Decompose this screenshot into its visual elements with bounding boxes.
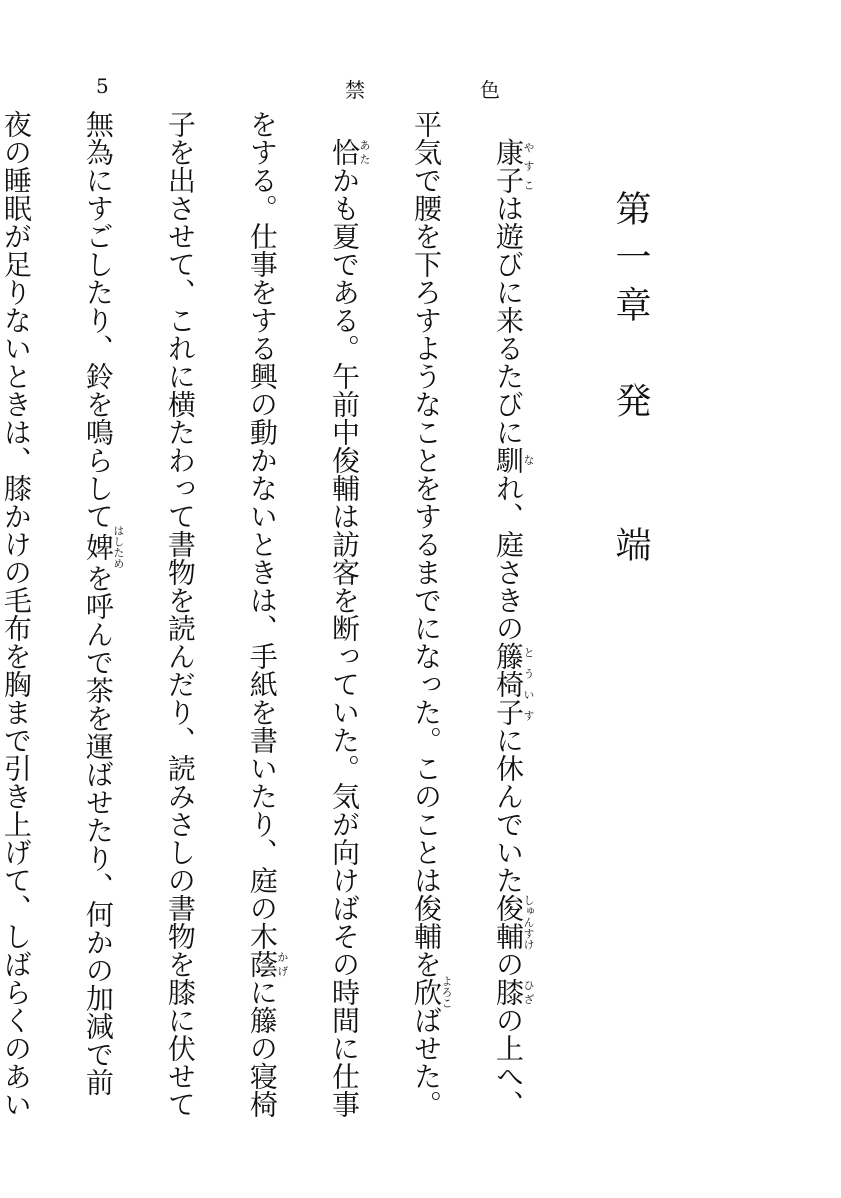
- body-text: [0, 110, 549, 1120]
- ruby-annotated-word: 蔭かげ: [245, 950, 289, 978]
- paragraph-2: 恰あたかも夏である。午前中俊輔は訪客を断っていた。気が向けばその時間に仕事をする。仕事をする興の動かないときは、手紙を書いたり、庭の木蔭かげに籐の寝椅子を出させて、これに横たわって書物を読んだり、読みさしの書物を膝に伏せて無為にすごしたり、鈴を鳴らして婢はしためを呼んで茶を運ばせたり、何かの加減で前夜の睡眠が足りないときは、膝かけの毛布を胸まで引き上げて、しばらくのあい: [0, 110, 371, 1118]
- paragraph-1: 康子やすこは遊びに来るたびに馴なれ、庭さきの籐椅子とういすに休んでいた俊輔しゅんすけの膝ひざの上へ、平気で腰を下ろすようなことをするまでになった。このことは俊輔を欣よろこばせた。: [409, 110, 535, 1118]
- ruby-annotated-word: 馴な: [492, 446, 535, 474]
- page-number: 5: [96, 74, 109, 98]
- ruby-annotated-word: 籐椅子とういす: [492, 642, 535, 726]
- ruby-annotated-word: 恰あた: [327, 138, 371, 166]
- ruby-annotated-word: 膝ひざ: [492, 978, 535, 1006]
- running-header-shiki: 色: [480, 78, 500, 102]
- ruby-annotated-word: 俊輔しゅんすけ: [492, 894, 535, 950]
- running-header-kin: 禁: [345, 78, 365, 102]
- chapter-title: 第一章 発 端: [610, 190, 651, 574]
- ruby-annotated-word: 欣よろこ: [409, 975, 453, 1009]
- ruby-annotated-word: 康子やすこ: [492, 138, 535, 194]
- ruby-annotated-word: 婢はしため: [81, 525, 125, 569]
